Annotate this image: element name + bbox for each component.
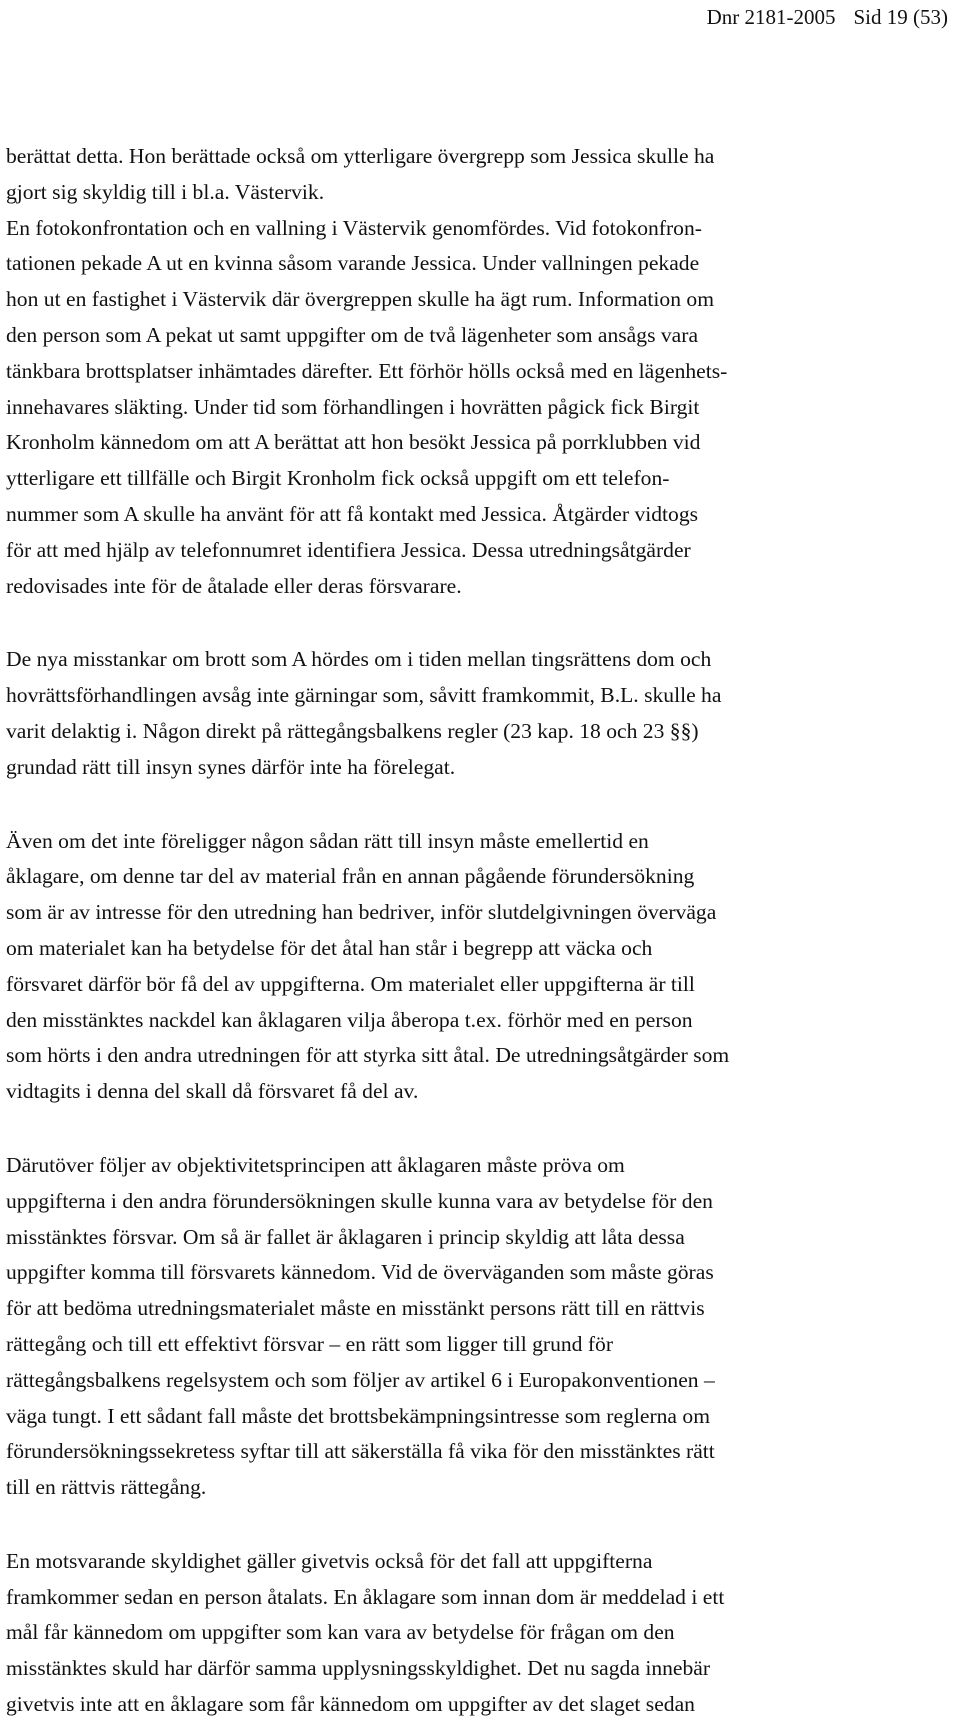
text-line: framkommer sedan en person åtalats. En åklagare som innan dom är meddelad i ett xyxy=(6,1584,725,1609)
text-line: En fotokonfrontation och en vallning i Västervik genomfördes. Vid fotokonfron- xyxy=(6,215,702,240)
text-line: som hörts i den andra utredningen för att styrka sitt åtal. De utredningsåtgärder som xyxy=(6,1043,730,1068)
text-line: grundad rätt till insyn synes därför inte ha förelegat. xyxy=(6,754,456,779)
text-line: åklagare, om denne tar del av material från en annan pågående förundersökning xyxy=(6,864,695,889)
text-line: ytterligare ett tillfälle och Birgit Kronholm fick också uppgift om ett telefon- xyxy=(6,466,670,491)
paragraph-5 xyxy=(6,1544,936,1723)
text-line: nummer som A skulle ha använt för att få kontakt med Jessica. Åtgärder vidtogs xyxy=(6,501,699,526)
paragraph-2 xyxy=(6,642,936,785)
text-line: Därutöver följer av objektivitetsprincipen att åklagaren måste pröva om xyxy=(6,1152,625,1177)
text-line: tationen pekade A ut en kvinna såsom varande Jessica. Under vallningen pekade xyxy=(6,251,700,276)
text-line: hon ut en fastighet i Västervik där övergreppen skulle ha ägt rum. Information om xyxy=(6,287,715,312)
case-number: Dnr 2181-2005 xyxy=(706,5,836,29)
text-line: rättegång och till ett effektivt försvar – en rätt som ligger till grund för xyxy=(6,1331,614,1356)
text-line: tänkbara brottsplatser inhämtades därefter. Ett förhör hölls också med en lägenhets- xyxy=(6,358,728,383)
text-line: om materialet kan ha betydelse för det åtal han står i begrepp att väcka och xyxy=(6,935,653,960)
text-line: den person som A pekat ut samt uppgifter om de två lägenheter som ansågs vara xyxy=(6,322,699,347)
text-line: givetvis inte att en åklagare som får kännedom om uppgifter av det slaget sedan xyxy=(6,1692,695,1717)
text-line: rättegångsbalkens regelsystem och som följer av artikel 6 i Europakonventionen – xyxy=(6,1367,715,1392)
text-line: till en rättvis rättegång. xyxy=(6,1475,207,1500)
text-line: gjort sig skyldig till i bl.a. Västervik. xyxy=(6,179,325,204)
text-line: En motsvarande skyldighet gäller givetvis också för det fall att uppgifterna xyxy=(6,1548,653,1573)
text-line: för att med hjälp av telefonnumret identifiera Jessica. Dessa utredningsåtgärder xyxy=(6,537,691,562)
document-body xyxy=(6,139,936,1723)
text-line: Kronholm kännedom om att A berättat att hon besökt Jessica på porrklubben vid xyxy=(6,430,701,455)
text-line: den misstänktes nackdel kan åklagaren vilja åberopa t.ex. förhör med en person xyxy=(6,1007,693,1032)
text-line: varit delaktig i. Någon direkt på rättegångsbalkens regler (23 kap. 18 och 23 §§) xyxy=(6,718,699,743)
paragraph-4 xyxy=(6,1148,936,1506)
text-line: De nya misstankar om brott som A hördes om i tiden mellan tingsrättens dom och xyxy=(6,647,712,672)
paragraph-3 xyxy=(6,824,936,1110)
text-line: uppgifterna i den andra förundersökningen skulle kunna vara av betydelse för den xyxy=(6,1188,713,1213)
text-line: som är av intresse för den utredning han bedriver, inför slutdelgivningen överväga xyxy=(6,900,717,925)
paragraph-1 xyxy=(6,139,936,604)
text-line: misstänktes skuld har därför samma upplysningsskyldighet. Det nu sagda innebär xyxy=(6,1656,711,1681)
text-line: berättat detta. Hon berättade också om ytterligare övergrepp som Jessica skulle ha xyxy=(6,144,715,168)
text-line: Även om det inte föreligger någon sådan rätt till insyn måste emellertid en xyxy=(6,828,649,853)
text-line: innehavares släkting. Under tid som förhandlingen i hovrätten pågick fick Birgit xyxy=(6,394,700,419)
text-line: redovisades inte för de åtalade eller deras försvarare. xyxy=(6,573,462,598)
page-number: Sid 19 (53) xyxy=(853,5,948,29)
text-line: hovrättsförhandlingen avsåg inte gärningar som, såvitt framkommit, B.L. skulle ha xyxy=(6,683,722,708)
text-line: vidtagits i denna del skall då försvaret få del av. xyxy=(6,1079,419,1104)
text-line: uppgifter komma till försvarets kännedom. Vid de överväganden som måste göras xyxy=(6,1260,714,1285)
text-line: förundersökningssekretess syftar till att säkerställa få vika för den misstänktes rätt xyxy=(6,1439,715,1464)
text-line: väga tungt. I ett sådant fall måste det brottsbekämpningsintresse som reglerna om xyxy=(6,1403,711,1428)
text-line: misstänktes försvar. Om så är fallet är åklagaren i princip skyldig att låta dessa xyxy=(6,1224,685,1249)
page-header xyxy=(707,2,948,32)
text-line: för att bedöma utredningsmaterialet måste en misstänkt persons rätt till en rättvis xyxy=(6,1296,705,1321)
text-line: mål får kännedom om uppgifter som kan vara av betydelse för frågan om den xyxy=(6,1620,675,1645)
text-line: försvaret därför bör få del av uppgifterna. Om materialet eller uppgifterna är till xyxy=(6,971,695,996)
